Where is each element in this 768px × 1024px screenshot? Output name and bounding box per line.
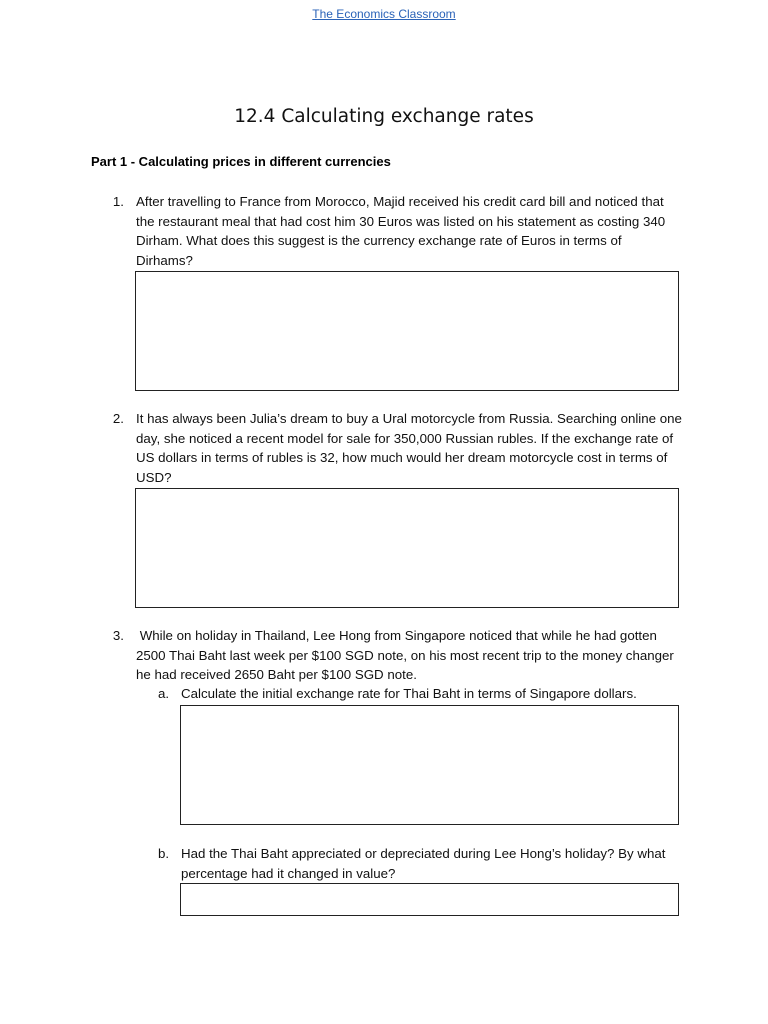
question-3a-letter: a. (158, 686, 170, 701)
question-1-text: After travelling to France from Morocco, Majid received his credit card bill and noticed that the restaurant meal that had cost him 30 Euros was listed on his statement as costing 340 Dirham. What does this suggest is the currency exchange rate of Euros in terms of Dirhams? (136, 194, 666, 268)
question-3-text: While on holiday in Thailand, Lee Hong from Singapore noticed that while he had gotten 2500 Thai Baht last week per $100 SGD note, on his most recent trip to the money changer he had received 2650 Baht per $100 SGD note. (136, 628, 678, 682)
question-2-text: It has always been Julia’s dream to buy a Ural motorcycle from Russia. Searching online one day, she noticed a recent model for sale for 350,000 Russian rubles. If the exchange rate of US dollars in terms of rubles is 32, how much would her dream motorcycle cost in terms of USD? (136, 411, 682, 485)
question-3a-text: Calculate the initial exchange rate for Thai Baht in terms of Singapore dollars. (181, 686, 637, 701)
part-1-heading: Part 1 - Calculating prices in different currencies (91, 154, 391, 169)
page-title: 12.4 Calculating exchange rates (234, 106, 534, 127)
question-1-answer-box[interactable] (135, 271, 679, 391)
question-3b-text: Had the Thai Baht appreciated or depreciated during Lee Hong’s holiday? By what percentage had it changed in value? (181, 846, 666, 881)
question-3a-answer-box[interactable] (180, 705, 679, 825)
question-1-number: 1. (112, 194, 124, 209)
question-3-number: 3. (112, 628, 124, 643)
question-2-number: 2. (112, 411, 124, 426)
question-2-answer-box[interactable] (135, 488, 679, 608)
header-link[interactable]: The Economics Classroom (312, 7, 456, 21)
question-3b-answer-box[interactable] (180, 883, 679, 916)
question-3b-letter: b. (158, 846, 170, 861)
